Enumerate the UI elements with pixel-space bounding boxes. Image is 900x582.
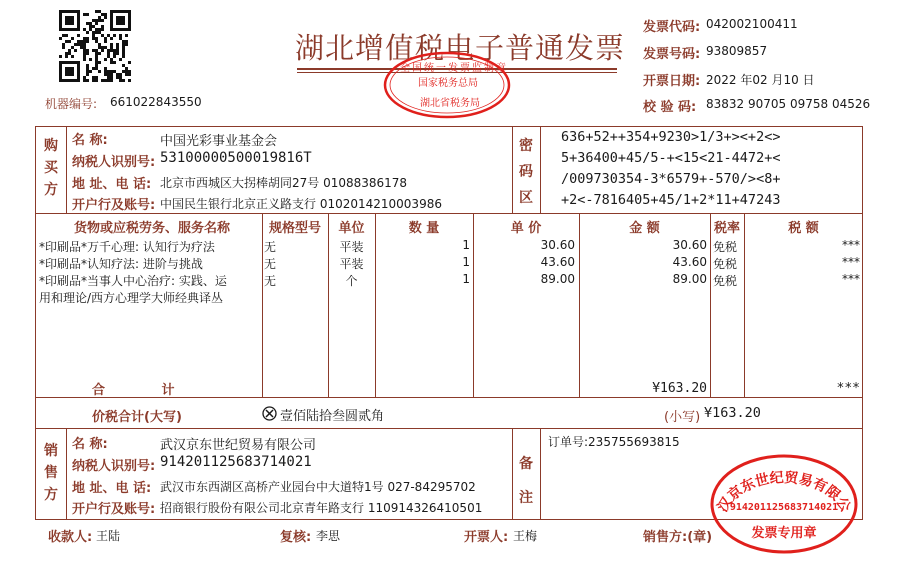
buyer-name-label: 名 称: xyxy=(72,133,108,148)
col-header-qty: 数 量 xyxy=(408,221,440,236)
remarks-section-label: 备 注 xyxy=(519,456,533,506)
seller-name-label: 名 称: xyxy=(72,437,108,452)
issuer-label: 开票人: xyxy=(464,530,509,545)
seller-bank: 招商银行股份有限公司北京青年路支行 110914326410501 xyxy=(160,501,483,515)
cipher-line: 636+52++354+9230>1/3+><+2<> xyxy=(561,129,781,145)
item-price: 43.60 xyxy=(540,255,575,269)
seller-address: 武汉市东西湖区高桥产业园台中大道特1号 027-84295702 xyxy=(160,480,476,494)
seller-seal-label: 销售方:(章) xyxy=(643,530,713,545)
cipher-line: 5+36400+45/5-+<15<21-4472+< xyxy=(561,150,781,166)
total-tax: *** xyxy=(836,381,860,396)
payee-label: 收款人: xyxy=(48,530,93,545)
item-name: 用和理论/西方心理学大师经典译丛 xyxy=(39,291,224,305)
buyer-bank-label: 开户行及账号: xyxy=(72,198,156,213)
total-amount: ¥163.20 xyxy=(652,381,707,396)
grand-total-small-label: (小写) xyxy=(664,410,701,425)
seller-section-label: 销 售 方 xyxy=(44,443,58,503)
invoice-date: 2022 年02 月10 日 xyxy=(706,73,815,87)
qr-code xyxy=(59,10,131,82)
buyer-name: 中国光彩事业基金会 xyxy=(160,134,278,149)
cipher-section-label: 密 码 区 xyxy=(519,138,533,206)
item-rate: 免税 xyxy=(713,274,738,288)
col-header-tax: 税 额 xyxy=(788,221,819,236)
item-tax: *** xyxy=(842,255,860,269)
buyer-address: 北京市西城区大拐棒胡同27号 01088386178 xyxy=(160,176,408,190)
col-header-spec: 规格型号 xyxy=(268,221,321,236)
invoice-no-label: 发票号码: xyxy=(643,47,701,62)
seller-invoice-seal xyxy=(708,452,860,556)
item-amount: 30.60 xyxy=(672,238,707,252)
national-tax-seal xyxy=(382,50,512,120)
cross-circle-icon xyxy=(262,406,277,421)
item-spec: 无 xyxy=(264,274,277,288)
item-name: *印刷品*万千心理: 认知行为疗法 xyxy=(39,240,215,254)
item-unit: 个 xyxy=(345,274,358,288)
grand-total-small-value: ¥163.20 xyxy=(704,405,761,421)
issuer: 王梅 xyxy=(513,529,538,543)
item-price: 89.00 xyxy=(540,272,575,286)
seal-bottom-text: 湖北省税务局 xyxy=(420,98,480,109)
col-header-name: 货物或应税劳务、服务名称 xyxy=(73,221,230,236)
item-unit: 平装 xyxy=(339,240,364,254)
item-tax: *** xyxy=(842,238,860,252)
item-spec: 无 xyxy=(264,257,277,271)
check-code: 83832 90705 09758 04526 xyxy=(706,97,871,111)
buyer-tax-id-label: 纳税人识别号: xyxy=(72,155,156,170)
machine-no-label: 机器编号: xyxy=(45,97,98,111)
col-header-unit: 单位 xyxy=(338,221,365,236)
grand-total-words: 壹佰陆拾叁圆贰角 xyxy=(280,409,385,424)
seller-tax-id-label: 纳税人识别号: xyxy=(72,459,156,474)
item-tax: *** xyxy=(842,272,860,286)
invoice-no: 93809857 xyxy=(706,44,768,58)
invoice-code-label: 发票代码: xyxy=(643,20,701,35)
item-qty: 1 xyxy=(462,272,470,286)
col-header-rate: 税率 xyxy=(713,221,740,236)
seller-address-label: 地 址、电 话: xyxy=(72,481,152,496)
invoice-code: 042002100411 xyxy=(706,17,798,31)
item-rate: 免税 xyxy=(713,240,738,254)
check-code-label: 校 验 码: xyxy=(643,100,697,115)
buyer-section-label: 购 买 方 xyxy=(44,138,58,198)
payee: 王陆 xyxy=(96,529,121,543)
buyer-tax-id: 53100000500019816T xyxy=(160,150,312,166)
seal-tax-id: 914201125683714021 xyxy=(729,502,839,513)
buyer-address-label: 地 址、电 话: xyxy=(72,177,152,192)
invoice-title: 湖北增值税电子普通发票 xyxy=(295,31,626,65)
col-header-price: 单 价 xyxy=(510,221,542,236)
item-amount: 43.60 xyxy=(672,255,707,269)
seller-bank-label: 开户行及账号: xyxy=(72,502,156,517)
order-number: 订单号:235755693815 xyxy=(548,435,680,449)
machine-no: 661022843550 xyxy=(110,95,202,109)
item-qty: 1 xyxy=(462,255,470,269)
seal-title: 发票专用章 xyxy=(751,526,817,541)
seal-company-name: 汉京东世纪贸易有限公 xyxy=(714,470,854,515)
seal-top-text: 全国统一发票监制章 xyxy=(400,63,508,74)
item-name: *印刷品*当事人中心治疗: 实践、运 xyxy=(39,274,227,288)
reviewer-label: 复核: xyxy=(280,530,312,545)
date-label: 开票日期: xyxy=(643,74,701,89)
col-header-amount: 金 额 xyxy=(629,221,660,236)
seller-tax-id: 914201125683714021 xyxy=(160,454,312,470)
grand-total-label: 价税合计(大写) xyxy=(92,410,182,425)
item-rate: 免税 xyxy=(713,257,738,271)
seal-mid-text: 国家税务总局 xyxy=(418,78,478,89)
item-qty: 1 xyxy=(462,238,470,252)
cipher-line: +2<-7816405+45/1+2*11+47243 xyxy=(561,192,781,208)
item-unit: 平装 xyxy=(339,257,364,271)
cipher-line: /009730354-3*6579+-570/><8+ xyxy=(561,171,781,187)
reviewer: 李思 xyxy=(316,529,341,543)
item-price: 30.60 xyxy=(540,238,575,252)
total-label: 合 计 xyxy=(92,383,201,398)
buyer-bank: 中国民生银行北京正义路支行 0102014210003986 xyxy=(160,197,442,211)
item-spec: 无 xyxy=(264,240,277,254)
seller-name: 武汉京东世纪贸易有限公司 xyxy=(160,438,317,453)
item-amount: 89.00 xyxy=(672,272,707,286)
item-name: *印刷品*认知疗法: 进阶与挑战 xyxy=(39,257,203,271)
